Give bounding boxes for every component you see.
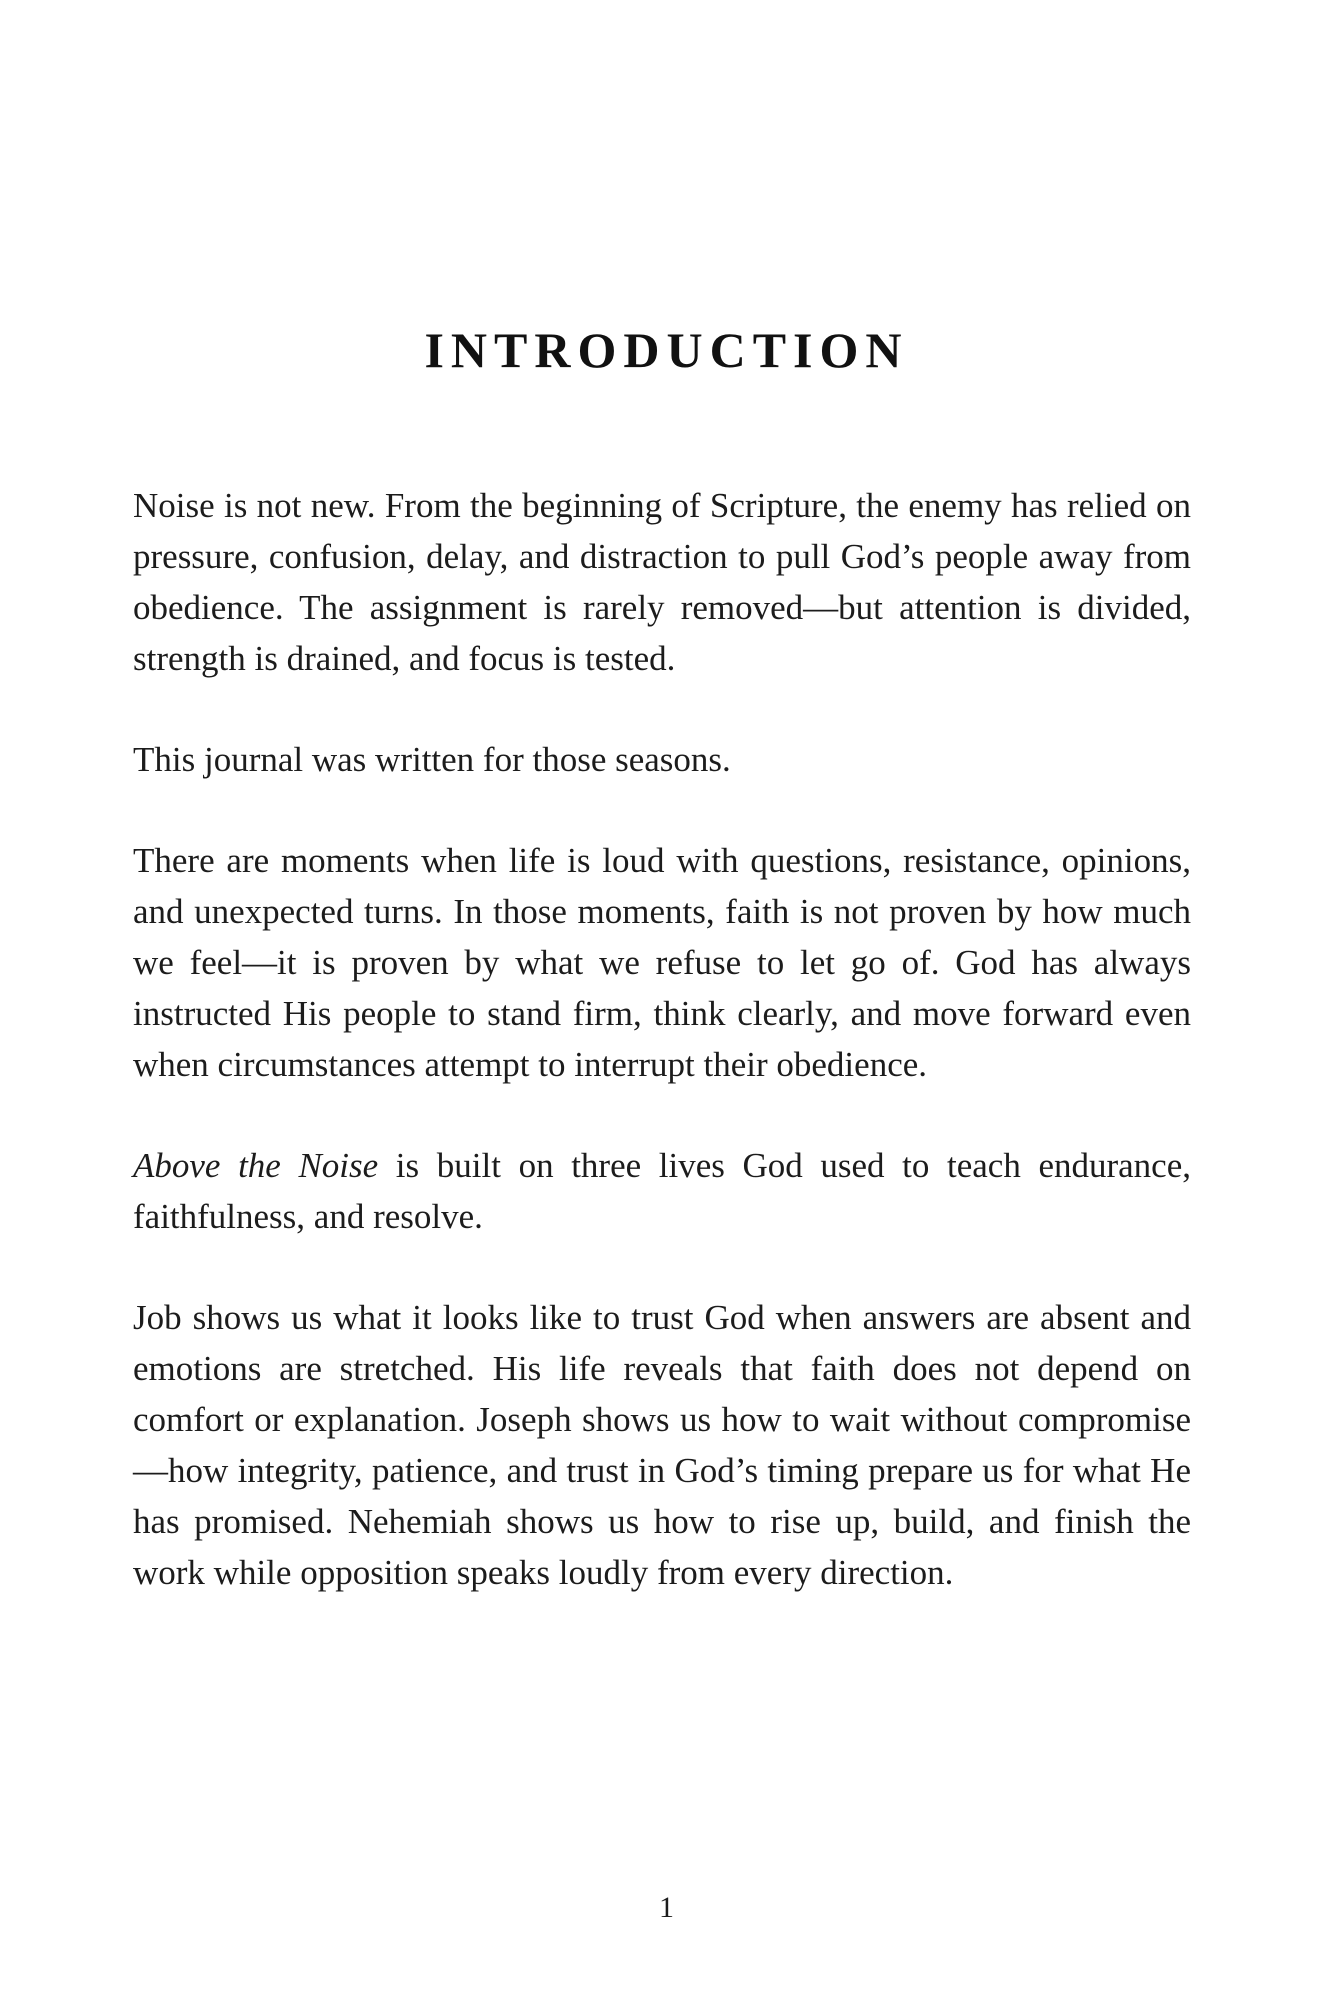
paragraph-loud-moments: There are moments when life is loud with questions, resistance, opinions, and unexpected turns. In those moments, faith is not proven by how much we feel—it is proven by what we refuse to let go of. God has always instructed His people to stand firm, think clearly, and move forward even when circumstances attempt to interrupt their obedience. bbox=[133, 841, 1191, 1084]
body-text bbox=[133, 480, 1191, 1648]
paragraph-three-lives bbox=[133, 1140, 1191, 1242]
book-title-italic: Above the Noise bbox=[133, 1146, 379, 1185]
paragraph-job-joseph-nehemiah: Job shows us what it looks like to trust God when answers are absent and emotions are stretched. His life reveals that faith does not depend on comfort or explanation. Joseph shows us how to wait without compromise—how integrity, patience, and trust in God’s timing prepare us for what He has promised. Nehemiah shows us how to rise up, build, and finish the work while opposition speaks loudly from every direction. bbox=[133, 1298, 1191, 1592]
page-number: 1 bbox=[659, 1891, 674, 1924]
chapter-title: INTRODUCTION bbox=[424, 322, 909, 378]
paragraph-three-lives-text: is built on three lives God used to teach endurance, faithfulness, and resolve. bbox=[133, 1146, 1191, 1236]
paragraph-noise: Noise is not new. From the beginning of Scripture, the enemy has relied on pressure, confusion, delay, and distraction to pull God’s people away from obedience. The assignment is rarely removed—but attention is divided, strength is drained, and focus is tested. bbox=[133, 486, 1191, 678]
paragraph-journal-purpose: This journal was written for those seasons. bbox=[133, 740, 731, 779]
